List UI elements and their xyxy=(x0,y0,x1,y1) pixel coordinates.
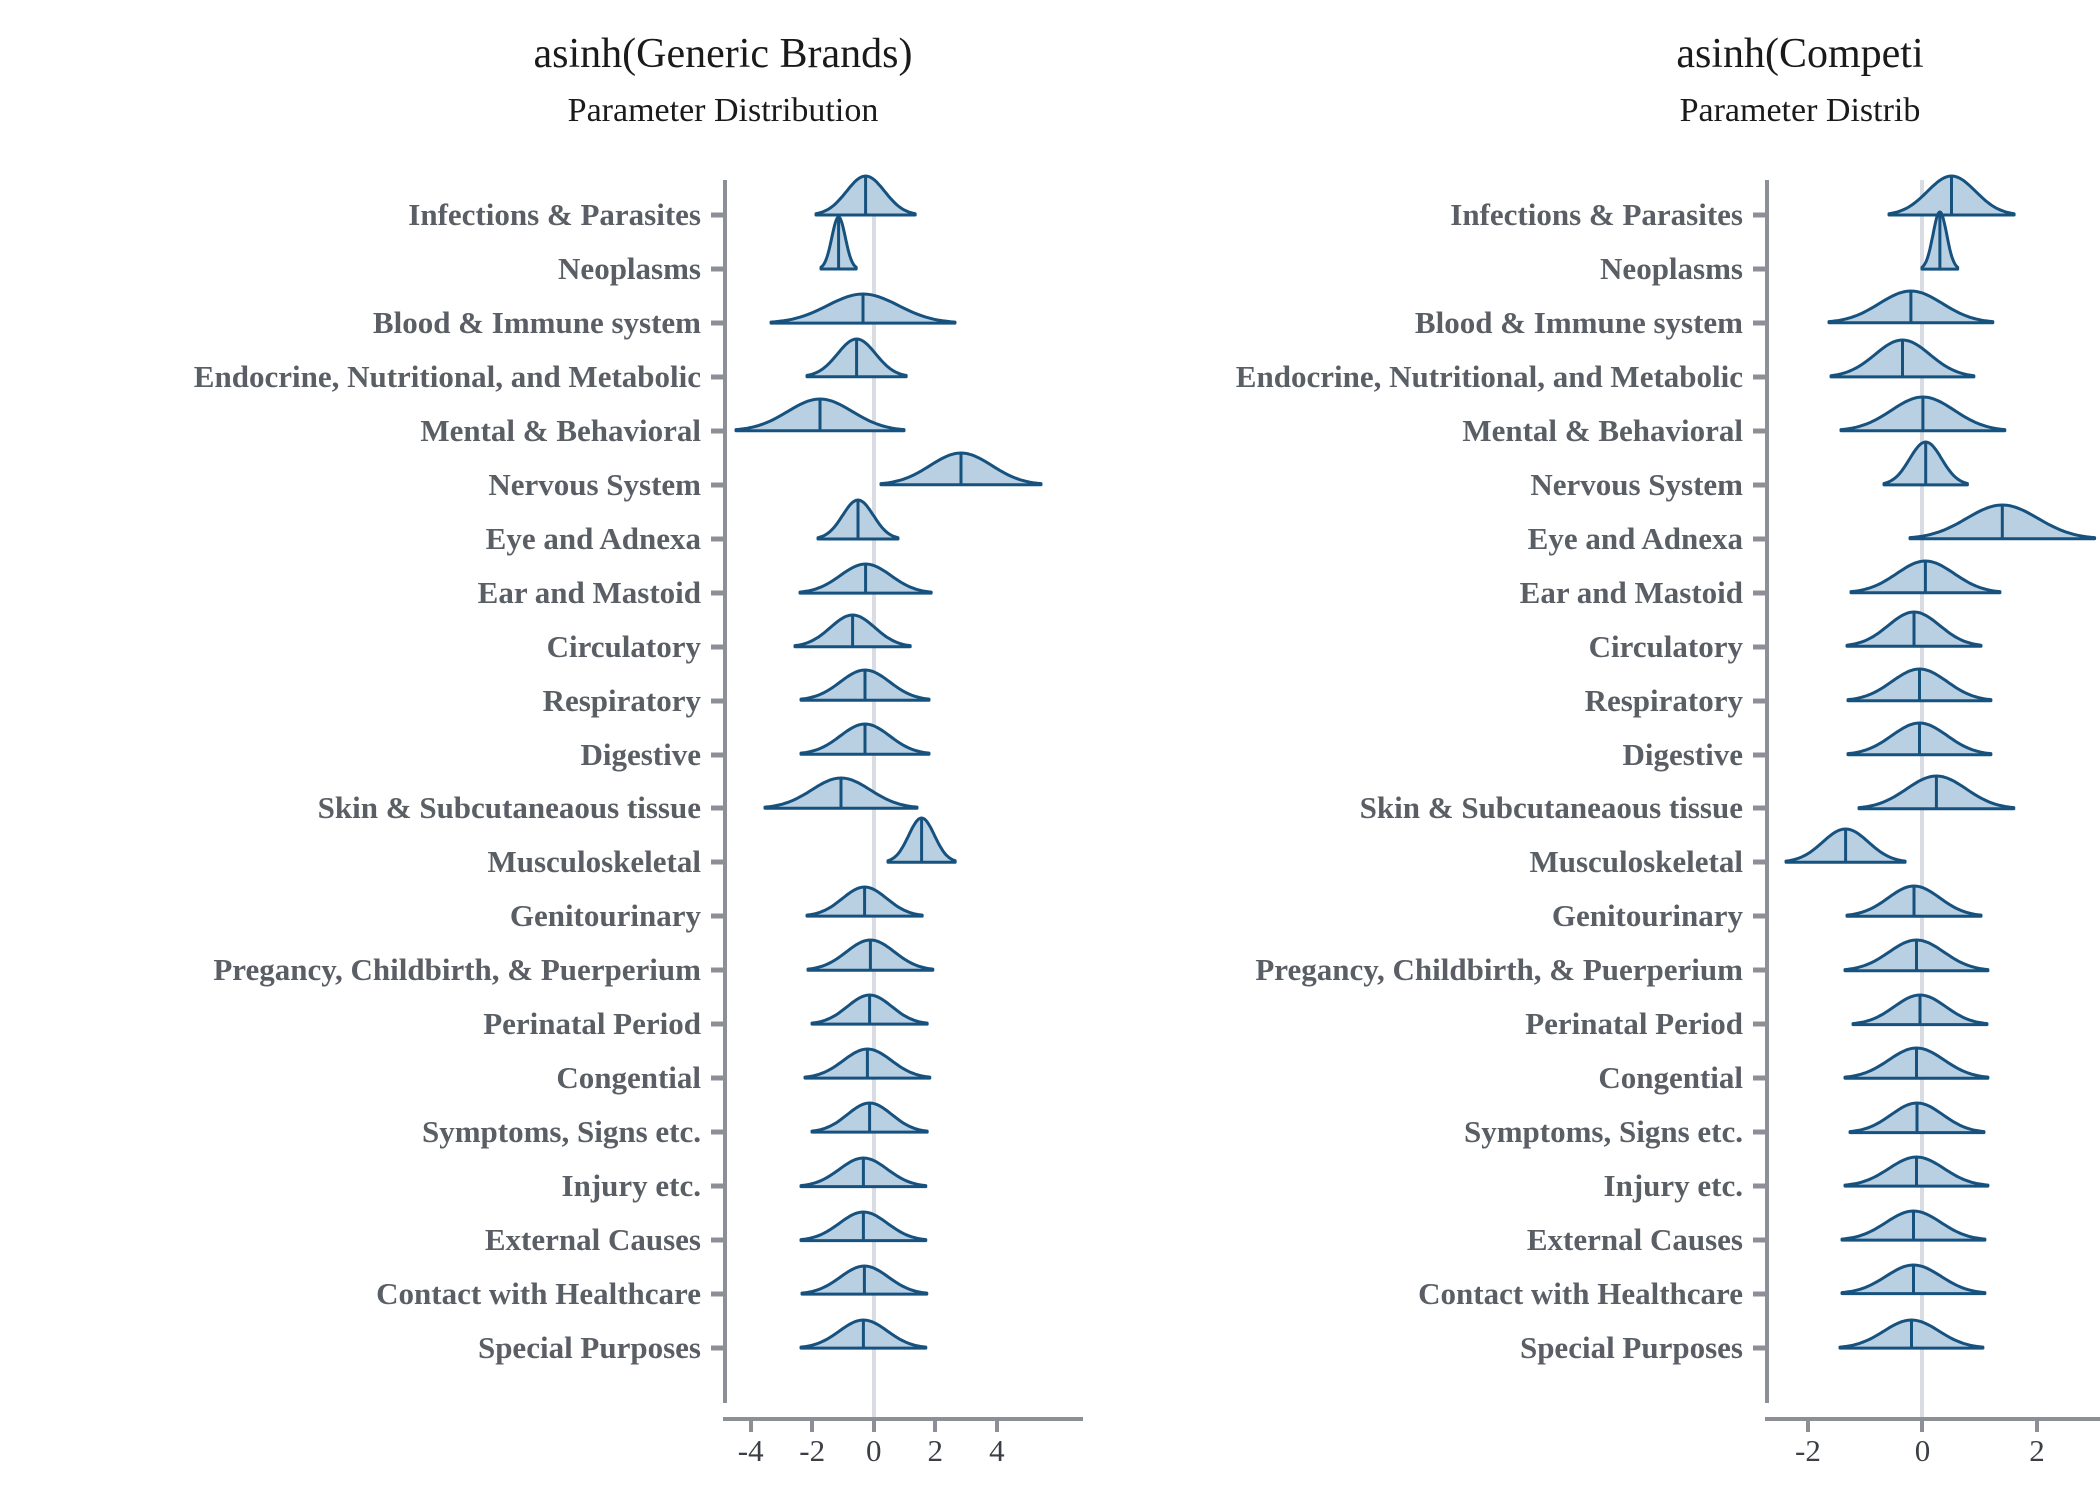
category-label: Infections & Parasites xyxy=(1450,196,1743,232)
density-shape xyxy=(797,668,933,704)
density-shape xyxy=(797,1156,930,1191)
y-tick-mark xyxy=(711,212,723,217)
category-label: Congential xyxy=(556,1060,701,1096)
density-shape xyxy=(1844,667,1995,705)
density-shape xyxy=(1849,993,1991,1029)
y-tick-mark xyxy=(1753,266,1765,271)
category-label: Mental & Behavioral xyxy=(1462,412,1743,448)
density-shape xyxy=(808,993,931,1028)
x-tick-mark xyxy=(749,1421,753,1432)
category-label: Perinatal Period xyxy=(483,1006,701,1042)
y-tick-mark xyxy=(711,590,723,595)
category-label: Digestive xyxy=(580,736,701,772)
density-shape xyxy=(1847,559,2004,597)
x-tick-mark xyxy=(995,1421,999,1432)
density-shape xyxy=(796,562,935,597)
category-label: Musculoskeletal xyxy=(1529,844,1743,880)
x-tick-label: 4 xyxy=(989,1433,1005,1468)
y-tick-mark xyxy=(711,1238,723,1243)
y-tick-mark xyxy=(1753,1184,1765,1189)
density-shape xyxy=(797,1318,930,1352)
density-shape xyxy=(798,1264,931,1298)
density-shape xyxy=(797,722,933,758)
density-shape xyxy=(1825,289,1997,327)
y-tick-mark xyxy=(1753,1292,1765,1297)
category-label: Symptoms, Signs etc. xyxy=(421,1114,701,1150)
density-shape xyxy=(797,1210,930,1245)
category-label: Neoplasms xyxy=(558,250,701,286)
y-tick-mark xyxy=(711,1130,723,1135)
category-label: Infections & Parasites xyxy=(408,196,701,232)
y-tick-mark xyxy=(711,860,723,865)
x-tick-mark xyxy=(810,1421,814,1432)
category-label: Contact with Healthcare xyxy=(1418,1276,1743,1312)
panel-title: asinh(Generic Brands) xyxy=(533,31,913,77)
category-label: Congential xyxy=(1598,1060,1743,1096)
category-label: Respiratory xyxy=(542,682,701,718)
y-tick-mark xyxy=(711,968,723,973)
density-shape xyxy=(761,776,921,812)
y-tick-mark xyxy=(1753,1238,1765,1243)
category-label: Neoplasms xyxy=(1600,250,1743,286)
category-label: External Causes xyxy=(1526,1222,1743,1258)
category-label: Nervous System xyxy=(488,466,701,502)
x-tick-mark xyxy=(2035,1421,2039,1432)
category-label: Skin & Subcutaneaous tissue xyxy=(317,790,701,826)
category-label: Endocrine, Nutritional, and Metabolic xyxy=(193,358,701,394)
y-tick-mark xyxy=(1753,212,1765,217)
y-tick-mark xyxy=(1753,1130,1765,1135)
density-shape xyxy=(804,938,937,974)
x-tick-mark xyxy=(1806,1421,1810,1432)
x-axis-spine xyxy=(723,1417,1083,1421)
y-tick-mark xyxy=(711,1022,723,1027)
density-shape xyxy=(814,498,902,543)
y-tick-mark xyxy=(711,1292,723,1297)
category-label: External Causes xyxy=(484,1222,701,1258)
y-tick-mark xyxy=(711,914,723,919)
y-tick-mark xyxy=(1753,320,1765,325)
y-tick-mark xyxy=(1753,914,1765,919)
y-tick-mark xyxy=(1753,374,1765,379)
y-tick-mark xyxy=(1753,644,1765,649)
density-shape xyxy=(1837,395,2009,435)
density-shape xyxy=(1782,827,1909,866)
y-tick-mark xyxy=(1753,1346,1765,1351)
category-label: Injury etc. xyxy=(1603,1168,1743,1204)
density-shape xyxy=(812,174,919,219)
x-tick-label: -2 xyxy=(1795,1433,1821,1468)
y-tick-mark xyxy=(711,698,723,703)
y-tick-mark xyxy=(711,806,723,811)
category-label: Contact with Healthcare xyxy=(376,1276,701,1312)
density-shape xyxy=(1855,774,2018,813)
category-label: Blood & Immune system xyxy=(1414,304,1743,340)
y-tick-mark xyxy=(711,1346,723,1351)
category-label: Circulatory xyxy=(546,628,701,664)
density-shape xyxy=(767,292,959,327)
y-tick-mark xyxy=(1753,482,1765,487)
panel-subtitle: Parameter Distrib xyxy=(1679,92,1921,129)
y-axis-spine xyxy=(723,180,727,1403)
category-label: Symptoms, Signs etc. xyxy=(1463,1114,1743,1150)
category-label: Ear and Mastoid xyxy=(1519,574,1743,610)
y-tick-mark xyxy=(1753,590,1765,595)
y-tick-mark xyxy=(711,428,723,433)
density-shape xyxy=(808,1101,931,1136)
density-shape xyxy=(1841,1046,1992,1082)
category-label: Genitourinary xyxy=(509,898,701,934)
density-shape xyxy=(1844,721,1995,759)
y-tick-mark xyxy=(1753,536,1765,541)
x-tick-label: 2 xyxy=(927,1433,944,1468)
x-tick-label: 2 xyxy=(2029,1433,2045,1468)
x-tick-label: 0 xyxy=(866,1433,882,1468)
y-tick-mark xyxy=(1753,860,1765,865)
y-tick-mark xyxy=(1753,752,1765,757)
category-label: Eye and Adnexa xyxy=(1527,520,1743,556)
category-label: Special Purposes xyxy=(1519,1330,1743,1366)
y-tick-mark xyxy=(1753,428,1765,433)
x-tick-label: -2 xyxy=(799,1433,826,1468)
density-shape xyxy=(1836,1318,1987,1352)
density-shape xyxy=(1838,1209,1989,1244)
density-shape xyxy=(884,816,959,866)
category-label: Injury etc. xyxy=(561,1168,701,1204)
category-label: Eye and Adnexa xyxy=(485,520,701,556)
x-tick-mark xyxy=(872,1421,876,1432)
density-shape xyxy=(803,885,926,920)
category-label: Endocrine, Nutritional, and Metabolic xyxy=(1235,358,1743,394)
panel-subtitle: Parameter Distribution xyxy=(567,92,879,129)
x-axis-spine xyxy=(1765,1417,2100,1421)
category-label: Respiratory xyxy=(1584,682,1743,718)
y-tick-mark xyxy=(711,374,723,379)
y-tick-mark xyxy=(1753,1076,1765,1081)
y-tick-mark xyxy=(711,1076,723,1081)
x-tick-mark xyxy=(933,1421,937,1432)
y-tick-mark xyxy=(711,266,723,271)
category-label: Musculoskeletal xyxy=(487,844,701,880)
density-shape xyxy=(732,397,908,435)
y-tick-mark xyxy=(711,536,723,541)
y-tick-mark xyxy=(711,320,723,325)
x-tick-label: -4 xyxy=(737,1433,764,1468)
y-tick-mark xyxy=(1753,806,1765,811)
x-tick-mark xyxy=(1920,1421,1924,1432)
density-shape xyxy=(1906,503,2099,543)
y-tick-mark xyxy=(1753,1022,1765,1027)
category-label: Mental & Behavioral xyxy=(420,412,701,448)
category-label: Digestive xyxy=(1622,736,1743,772)
y-axis-spine xyxy=(1765,180,1769,1403)
category-label: Nervous System xyxy=(1530,466,1743,502)
category-label: Circulatory xyxy=(1588,628,1743,664)
category-label: Special Purposes xyxy=(477,1330,701,1366)
density-shape xyxy=(1838,1263,1989,1298)
category-label: Skin & Subcutaneaous tissue xyxy=(1359,790,1743,826)
y-tick-mark xyxy=(1753,698,1765,703)
y-tick-mark xyxy=(711,752,723,757)
category-label: Blood & Immune system xyxy=(372,304,701,340)
category-label: Pregancy, Childbirth, & Puerperium xyxy=(1255,952,1743,988)
density-shape xyxy=(1918,210,1962,273)
y-tick-mark xyxy=(711,644,723,649)
panel-title: asinh(Competi xyxy=(1676,31,1924,77)
density-shape xyxy=(1843,884,1985,920)
density-shape xyxy=(1846,1101,1988,1137)
density-shape xyxy=(1880,440,1971,489)
category-label: Genitourinary xyxy=(1551,898,1743,934)
category-label: Perinatal Period xyxy=(1525,1006,1743,1042)
category-label: Ear and Mastoid xyxy=(477,574,701,610)
density-shape xyxy=(791,613,914,651)
density-shape xyxy=(817,215,860,273)
density-shape xyxy=(803,337,910,381)
density-shape xyxy=(1841,938,1992,975)
y-tick-mark xyxy=(1753,968,1765,973)
y-tick-mark xyxy=(711,482,723,487)
density-shape xyxy=(1841,1155,1992,1190)
category-label: Pregancy, Childbirth, & Puerperium xyxy=(213,952,701,988)
density-shape xyxy=(801,1047,934,1082)
density-shape xyxy=(1843,610,1985,650)
density-shape xyxy=(1827,338,1978,381)
y-tick-mark xyxy=(711,1184,723,1189)
x-tick-label: 0 xyxy=(1914,1433,1931,1468)
panel-2 xyxy=(1140,0,2100,1499)
density-shape xyxy=(877,451,1045,489)
